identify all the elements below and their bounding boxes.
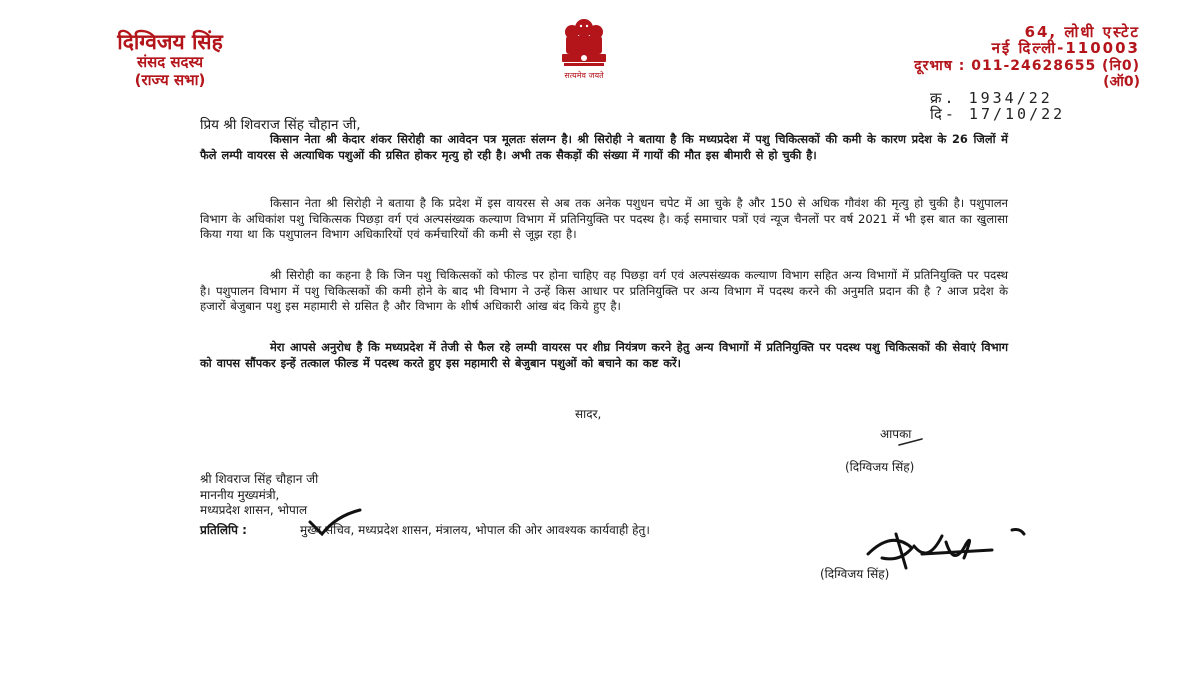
phone-office: (ऑ0) — [1103, 74, 1140, 90]
paragraph-3: श्री सिरोही का कहना है कि जिन पशु चिकित्सकों को फील्ड पर होना चाहिए वह पिछड़ा वर्ग एवं अल्पसंख्यक कल्याण विभाग सहित अन्य विभागों में प्रतिनियुक्ति पर पदस्थ है। पशुपालन विभाग में पशु चिकित्सकों की कमी होने के बाद भी विभाग ने उन्हें किस आधार पर प्रतिनियुक्ति पर अन्य विभाग में पदस्थ करने की अनुमति प्रदान की है ? आज प्रदेश के हजारों बेजुबान पशु इस महामारी से ग्रसित है और विभाग के शीर्ष अधिकारी आंख बंद किये हुए है। — [200, 268, 1008, 313]
copy-text: मुख्य सचिव, मध्यप्रदेश शासन, मंत्रालय, भोपाल की ओर आवश्यक कार्यवाही हेतु। — [300, 523, 650, 537]
phone-number: : 011-24628655 (नि0) — [958, 58, 1140, 74]
paragraph-4: मेरा आपसे अनुरोध है कि मध्यप्रदेश में तेजी से फैल रहे लम्पी वायरस पर शीघ्र नियंत्रण करने हेतु अन्य विभागों में प्रतिनियुक्ति पर पदस्थ पशु चिकित्सकों की सेवाएं विभाग को वापस सौंपकर इन्हें तत्काल फील्ड में पदस्थ करते हुए इस महामारी से बेजुबान पशुओं को बचाने का कष्ट करें। — [200, 340, 1008, 370]
phone-label: दूरभाष — [914, 58, 953, 74]
address-line-1: 64, लोधी एस्टेट — [1024, 23, 1140, 41]
sender-role: संसद सदस्य — [136, 53, 204, 71]
addressee-block — [200, 472, 318, 519]
paragraph-2: किसान नेता श्री सिरोही ने बताया है कि प्रदेश में इस वायरस से अब तक अनेक पशुधन चपेट में आ चुके है और 150 से अधिक गौवंश की मृत्यु हो चुकी है। पशुपालन विभाग के अधिकांश पशु चिकित्सक पिछड़ा वर्ग एवं अल्पसंख्यक कल्याण विभाग में प्रतिनियुक्ति पर पदस्थ है। कई समाचार पत्रों एवं न्यूज चैनलों पर वर्ष 2021 में भी इस बात का खुलासा किया गया था कि पशुपालन विभाग अधिकारियों एवं कर्मचारियों की कमी से जूझ रहा है। — [200, 196, 1008, 241]
sender-name: दिग्विजय सिंह — [117, 30, 223, 54]
reference-number: क्र. 1934/22 — [930, 89, 1053, 107]
check-mark-icon — [306, 506, 364, 538]
emblem-motto: सत्यमेव जयते — [564, 71, 604, 80]
address-line-2: नई दिल्ली-110003 — [991, 39, 1140, 57]
sender-house: (राज्य सभा) — [134, 71, 206, 89]
salutation: प्रिय श्री शिवराज सिंह चौहान जी, — [200, 117, 361, 133]
addressee-designation: माननीय मुख्यमंत्री, — [200, 487, 280, 502]
copy-signatory-name: (दिग्विजय सिंह) — [820, 567, 890, 581]
addressee-name: श्री शिवराज सिंह चौहान जी — [200, 472, 319, 486]
copy-label: प्रतिलिपि : — [200, 523, 247, 537]
closing: सादर, — [575, 407, 602, 421]
yours-label: आपका — [880, 427, 912, 441]
addressee-office: मध्यप्रदेश शासन, भोपाल — [200, 503, 308, 517]
signatory-name: (दिग्विजय सिंह) — [845, 460, 915, 474]
paragraph-1: किसान नेता श्री केदार शंकर सिरोही का आवेदन पत्र मूलतः संलग्न है। श्री सिरोही ने बताया है कि मध्यप्रदेश में पशु चिकित्सकों की कमी के कारण प्रदेश के 26 जिलों में फैले लम्पी वायरस से अत्याधिक पशुओं की ग्रसित होकर मृत्यु हो रही है। अभी तक सैकड़ों की संख्या में गायों की मौत इस बीमारी से हो चुकी है। — [200, 132, 1008, 162]
reference-date: दि- 17/10/22 — [930, 105, 1066, 123]
initial-mark-icon — [896, 437, 926, 447]
